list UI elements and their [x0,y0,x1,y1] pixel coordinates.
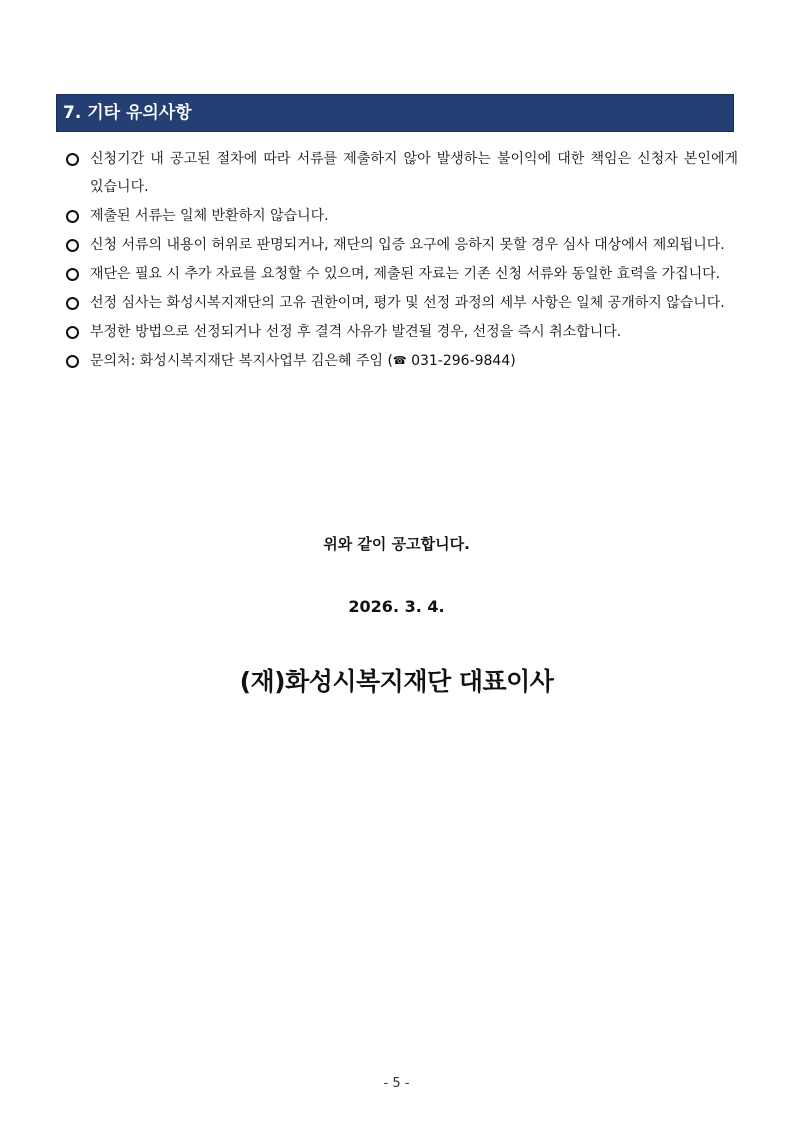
section-title: 7. 기타 유의사항 [56,94,734,132]
page-number: - 5 - [383,1076,410,1091]
issuer-name: (재)화성시복지재단 대표이사 [239,667,554,696]
notice-item [62,145,738,201]
notice-text: 제출된 서류는 일체 반환하지 않습니다. [90,208,329,224]
notice-text: 신청기간 내 공고된 절차에 따라 서류를 제출하지 않아 발생하는 불이익에 대한 책임은 신청자 본인에게 있습니다. [90,151,738,195]
notice-text: 신청 서류의 내용이 허위로 판명되거나, 재단의 입증 요구에 응하지 못할 경우 심사 대상에서 제외됩니다. [90,237,725,253]
circle-bullet-icon [66,326,79,339]
contact-item [62,347,738,375]
notice-date: 2026. 3. 4. [348,597,445,616]
closing-statement: 위와 같이 공고합니다. [323,535,470,553]
contact-prefix: 문의처: 화성시복지재단 복지사업부 김은혜 주임 ( [90,353,393,369]
notice-text: 부정한 방법으로 선정되거나 선정 후 결격 사유가 발견될 경우, 선정을 즉시 취소합니다. [90,324,622,340]
notice-list [62,145,738,376]
circle-bullet-icon [66,239,79,252]
notice-text: 선정 심사는 화성시복지재단의 고유 권한이며, 평가 및 선정 과정의 세부 사항은 일체 공개하지 않습니다. [90,295,725,311]
phone-icon: ☎ [392,354,407,367]
notice-item [62,202,738,230]
notice-item [62,260,738,288]
circle-bullet-icon [66,355,79,368]
circle-bullet-icon [66,210,79,223]
notice-text: 재단은 필요 시 추가 자료를 요청할 수 있으며, 제출된 자료는 기존 신청 서류와 동일한 효력을 가집니다. [90,266,721,282]
circle-bullet-icon [66,268,79,281]
circle-bullet-icon [66,297,79,310]
circle-bullet-icon [66,153,79,166]
notice-item [62,231,738,259]
notice-item [62,289,738,317]
notice-item [62,318,738,346]
contact-phone: 031-296-9844) [406,353,516,369]
